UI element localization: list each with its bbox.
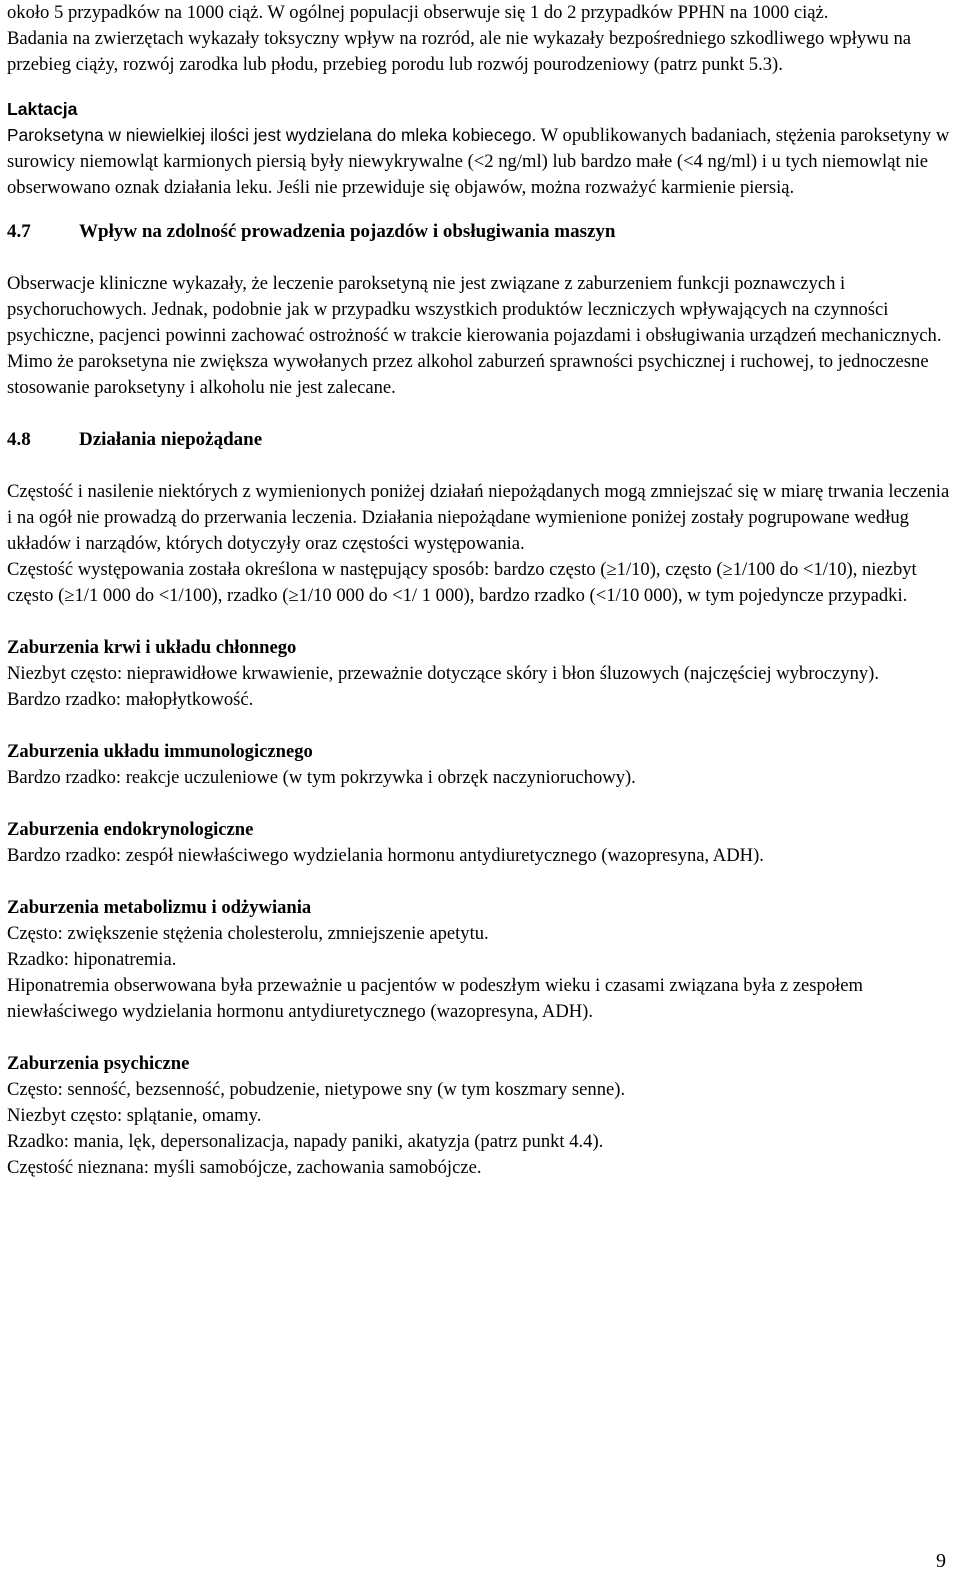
blood-disorders-heading: Zaburzenia krwi i układu chłonnego [7,637,297,658]
section-4-8-number: 4.8 [7,429,31,450]
page-number: 9 [936,1550,946,1572]
section-4-8-paragraph-1: Częstość i nasilenie niektórych z wymienionych poniżej działań niepożądanych mogą zmniejszać się w miarę trwania leczenia i na ogół nie prowadzą do przerwania leczenia. Działania niepożądane wymienione poniżej zostały pogrupowane według układów i narządów, których dotyczyły oraz częstości występowania. [7,481,950,554]
psychiatric-disorders-line-2: Niezbyt często: splątanie, omamy. [7,1105,262,1126]
metabolism-disorders-heading: Zaburzenia metabolizmu i odżywiania [7,897,312,918]
section-4-7-paragraph-2: Mimo że paroksetyna nie zwiększa wywołanych przez alkohol zaburzeń sprawności psychicznej i ruchowej, to jednoczesne stosowanie paroksetyny i alkoholu nie jest zalecane. [7,351,929,398]
metabolism-disorders-line-3: Hiponatremia obserwowana była przeważnie u pacjentów w podeszłym wieku i czasami związana była z zespołem niewłaściwego wydzielania hormonu antydiuretycznego (wazopresyna, ADH). [7,975,864,1022]
metabolism-disorders-line-2: Rzadko: hiponatremia. [7,949,177,970]
section-4-7-number: 4.7 [7,221,31,242]
endocrine-disorders-line-1: Bardzo rzadko: zespół niewłaściwego wydzielania hormonu antydiuretycznego (wazopresyna, ADH). [7,845,764,866]
endocrine-disorders-heading: Zaburzenia endokrynologiczne [7,819,254,840]
animal-studies-paragraph: Badania na zwierzętach wykazały toksyczny wpływ na rozród, ale nie wykazały bezpośredniego szkodliwego wpływu na przebieg ciąży, rozwój zarodka lub płodu, przebieg porodu lub rozwój pourodzeniowy (patrz punkt 5.3). [7,28,912,75]
lactation-text-sans: Paroksetyna w niewielkiej ilości jest wydzielana do mleka kobiecego. [7,125,537,145]
immune-disorders-line-1: Bardzo rzadko: reakcje uczuleniowe (w tym pokrzywka i obrzęk naczynioruchowy). [7,767,636,788]
blood-disorders-line-1: Niezbyt często: nieprawidłowe krwawienie, przeważnie dotyczące skóry i błon śluzowych (najczęściej wybroczyny). [7,663,879,684]
section-4-8-paragraph-2: Częstość występowania została określona w następujący sposób: bardzo często (≥1/10), często (≥1/100 do <1/10), niezbyt często (≥1/1 000 do <1/100), rzadko (≥1/10 000 do <1/ 1 000), bardzo rzadko (<1/10 000), w tym pojedyncze przypadki. [7,559,917,606]
psychiatric-disorders-heading: Zaburzenia psychiczne [7,1053,190,1074]
immune-disorders-heading: Zaburzenia układu immunologicznego [7,741,313,762]
psychiatric-disorders-line-3: Rzadko: mania, lęk, depersonalizacja, napady paniki, akatyzja (patrz punkt 4.4). [7,1131,604,1152]
section-4-7-paragraph-1: Obserwacje kliniczne wykazały, że leczenie paroksetyną nie jest związane z zaburzeniem funkcji poznawczych i psychoruchowych. Jednak, podobnie jak w przypadku wszystkich produktów leczniczych wpływających na czynności psychiczne, pacjenci powinni zachować ostrożność w trakcie kierowania pojazdami i obsługiwania urządzeń mechanicznych. [7,273,942,346]
section-4-7-heading [7,219,955,245]
document-page [7,0,955,1181]
intro-paragraph: około 5 przypadków na 1000 ciąż. W ogólnej populacji obserwuje się 1 do 2 przypadków PPHN na 1000 ciąż. [7,2,829,23]
psychiatric-disorders-line-4: Częstość nieznana: myśli samobójcze, zachowania samobójcze. [7,1157,482,1178]
blood-disorders-line-2: Bardzo rzadko: małopłytkowość. [7,689,254,710]
section-4-8-heading [7,427,955,453]
lactation-heading: Laktacja [7,99,78,119]
section-4-7-title: Wpływ na zdolność prowadzenia pojazdów i obsługiwania maszyn [79,221,616,242]
lactation-paragraph [7,122,955,201]
metabolism-disorders-line-1: Często: zwiększenie stężenia cholesterolu, zmniejszenie apetytu. [7,923,489,944]
lactation-text-serif: W opublikowanych badaniach, stężenia paroksetyny w surowicy niemowląt karmionych piersią były niewykrywalne (<2 ng/ml) lub bardzo małe (<4 ng/ml) i u tych niemowląt nie obserwowano oznak działania leku. Jeśli nie przewiduje się objawów, można rozważyć karmienie piersią. [7,125,950,198]
section-4-8-title: Działania niepożądane [79,429,263,450]
psychiatric-disorders-line-1: Często: senność, bezsenność, pobudzenie, nietypowe sny (w tym koszmary senne). [7,1079,626,1100]
